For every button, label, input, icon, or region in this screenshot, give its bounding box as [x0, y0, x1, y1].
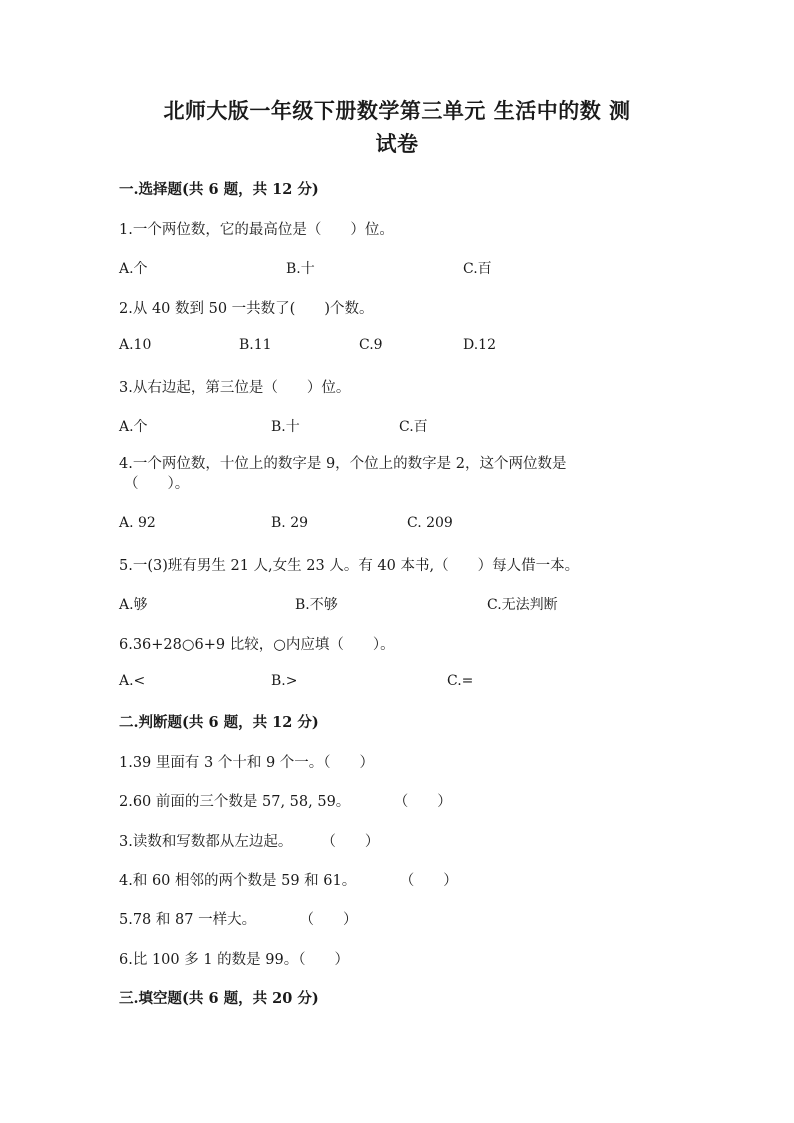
mc-q3-option-a: A.个	[119, 419, 148, 435]
mc-q1-option-c: C.百	[463, 261, 492, 277]
tf-question-3: 3.读数和写数都从左边起。 （ ）	[119, 834, 380, 850]
mc-q6-option-b: B.>	[271, 673, 298, 689]
mc-q1-option-b: B.十	[286, 261, 315, 277]
section-heading-true-false: 二.判断题(共 6 题，共 12 分)	[119, 714, 319, 731]
tf-question-5: 5.78 和 87 一样大。 （ ）	[119, 912, 358, 928]
tf-question-4: 4.和 60 相邻的两个数是 59 和 61。 （ ）	[119, 873, 458, 889]
section-heading-fill-in: 三.填空题(共 6 题，共 20 分)	[119, 990, 319, 1007]
mc-question-4-line-2: （ ）。	[124, 476, 190, 492]
section-heading-multiple-choice: 一.选择题(共 6 题，共 12 分)	[119, 181, 319, 198]
tf-question-1: 1.39 里面有 3 个十和 9 个一。（ ）	[119, 755, 375, 771]
document-title-line-2: 试卷	[375, 131, 419, 156]
mc-q5-option-c: C.无法判断	[487, 597, 558, 613]
mc-q2-option-a: A.10	[119, 337, 152, 353]
mc-question-5: 5.一(3)班有男生 21 人,女生 23 人。有 40 本书,（ ）每人借一本。	[119, 558, 580, 574]
mc-q3-option-b: B.十	[271, 419, 300, 435]
mc-q4-option-a: A. 92	[119, 515, 156, 531]
mc-question-1: 1.一个两位数，它的最高位是（ ）位。	[119, 222, 394, 238]
mc-question-6: 6.36+28○6+9 比较，○内应填（ ）。	[119, 637, 395, 653]
mc-q5-option-a: A.够	[119, 597, 148, 613]
mc-q6-option-a: A.<	[119, 673, 146, 689]
mc-question-3: 3.从右边起，第三位是（ ）位。	[119, 380, 351, 396]
mc-q2-option-d: D.12	[463, 337, 496, 353]
mc-q6-option-c: C.=	[447, 673, 474, 689]
mc-question-4-line-1: 4.一个两位数，十位上的数字是 9，个位上的数字是 2，这个两位数是	[119, 456, 567, 472]
mc-q3-option-c: C.百	[399, 419, 428, 435]
mc-question-2: 2.从 40 数到 50 一共数了( )个数。	[119, 301, 374, 317]
mc-q2-option-b: B.11	[239, 337, 272, 353]
document-title-line-1: 北师大版一年级下册数学第三单元 生活中的数 测	[163, 98, 631, 123]
mc-q2-option-c: C.9	[359, 337, 383, 353]
mc-q4-option-c: C. 209	[407, 515, 453, 531]
mc-q1-option-a: A.个	[119, 261, 148, 277]
mc-q4-option-b: B. 29	[271, 515, 309, 531]
tf-question-2: 2.60 前面的三个数是 57, 58, 59。 （ ）	[119, 794, 452, 810]
tf-question-6: 6.比 100 多 1 的数是 99。（ ）	[119, 952, 349, 968]
mc-q5-option-b: B.不够	[295, 597, 338, 613]
